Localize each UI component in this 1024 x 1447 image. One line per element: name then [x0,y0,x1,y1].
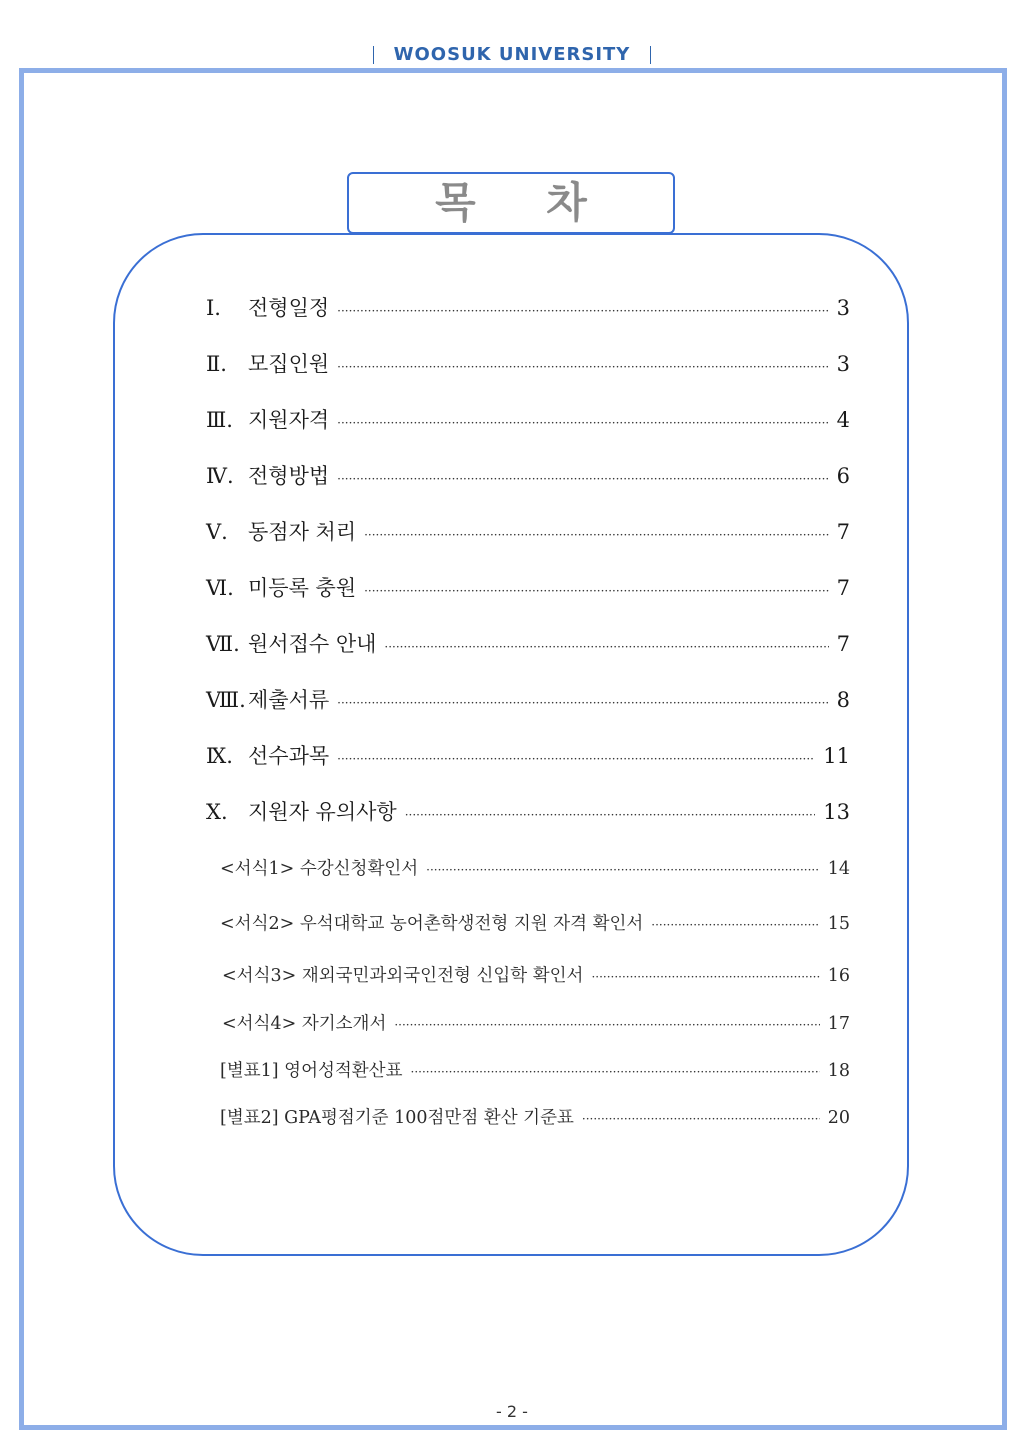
toc-sub-entry[interactable] [222,962,850,987]
toc-entry-page: 6 [836,464,850,488]
toc-sub-entry[interactable] [220,1057,850,1082]
toc-entry[interactable] [206,292,850,322]
leader-dots [582,1112,820,1126]
toc-entry[interactable] [206,348,850,378]
leader-dots [337,472,828,486]
toc-entry-page: 3 [836,352,850,376]
toc-entry-number: Ⅱ. [206,352,227,376]
toc-entry-page: 3 [836,296,850,320]
toc-entry-label: 전형일정 [248,296,330,320]
leader-dots [394,1018,819,1032]
leader-dots [337,360,828,374]
toc-sub-entry-label: [별표1] 영어성적환산표 [220,1061,403,1081]
leader-dots [411,1065,820,1079]
toc-entry-label: 미등록 충원 [248,576,357,600]
toc-entry-page: 7 [836,632,850,656]
leader-dots [364,584,829,598]
toc-entry-label: 지원자격 [248,408,330,432]
toc-entry-page: 8 [836,688,850,712]
leader-dots [591,970,819,984]
toc-entry[interactable] [206,740,850,770]
toc-entry-page: 7 [836,576,850,600]
toc-entry-page: 11 [823,744,850,768]
toc-sub-entry[interactable] [220,1104,850,1129]
toc-sub-entry-label: <서식3> 재외국민과외국인전형 신입학 확인서 [222,966,584,986]
toc-entry-number: Ⅲ. [206,408,233,432]
toc-entry[interactable] [206,628,850,658]
leader-dots [337,696,828,710]
toc-entry-label: 동점자 처리 [248,520,357,544]
leader-dots [426,863,820,877]
toc-sub-entry-page: 17 [827,1014,850,1034]
toc-sub-entry-page: 20 [827,1108,850,1128]
toc-entry-label: 지원자 유의사항 [248,800,397,824]
toc-entry[interactable] [206,684,850,714]
toc-sub-entry[interactable] [220,910,850,935]
toc-sub-entry-page: 16 [827,966,850,986]
toc-entry-number: Ⅵ. [206,576,234,600]
toc-entry-label: 선수과목 [248,744,330,768]
toc-entry-number: Ⅰ. [206,296,221,320]
leader-dots [651,918,819,932]
toc-entry[interactable] [206,516,850,546]
toc-sub-entry-page: 15 [827,914,850,934]
page-number: - 2 - [496,1402,528,1421]
toc-sub-entry-page: 14 [827,859,850,879]
toc-entry[interactable] [206,796,850,826]
toc-entry-label: 제출서류 [248,688,330,712]
leader-dots [337,416,828,430]
toc-entry-label: 원서접수 안내 [248,632,377,656]
header-divider-left [373,46,374,64]
toc-entry[interactable] [206,572,850,602]
toc-entry-label: 전형방법 [248,464,330,488]
toc-sub-entry-label: [별표2] GPA평점기준 100점만점 환산 기준표 [220,1108,574,1128]
toc-sub-entry-label: <서식4> 자기소개서 [222,1014,387,1034]
toc-entry-number: Ⅷ. [206,688,246,712]
university-name: WOOSUK UNIVERSITY [393,44,631,65]
page-header [0,44,1024,65]
toc-entry-number: Ⅴ. [206,520,228,544]
toc-sub-entry-page: 18 [827,1061,850,1081]
toc-entry-number: Ⅹ. [206,800,228,824]
toc-sub-entry[interactable] [220,855,850,880]
leader-dots [384,640,828,654]
toc-entry-number: Ⅶ. [206,632,240,656]
toc-title: 목 차 [347,172,675,234]
toc-entry[interactable] [206,404,850,434]
toc-entry-number: Ⅸ. [206,744,233,768]
toc-entry-page: 4 [836,408,850,432]
toc-entry-page: 7 [836,520,850,544]
leader-dots [337,752,815,766]
toc-sub-entry-label: <서식1> 수강신청확인서 [220,859,419,879]
toc-sub-entry[interactable] [222,1010,850,1035]
toc-entry-label: 모집인원 [248,352,330,376]
leader-dots [337,304,828,318]
toc-entry-page: 13 [823,800,850,824]
header-divider-right [650,46,651,64]
toc-sub-entry-label: <서식2> 우석대학교 농어촌학생전형 지원 자격 확인서 [220,914,644,934]
leader-dots [405,808,816,822]
leader-dots [364,528,829,542]
toc-entry[interactable] [206,460,850,490]
toc-entry-number: Ⅳ. [206,464,234,488]
